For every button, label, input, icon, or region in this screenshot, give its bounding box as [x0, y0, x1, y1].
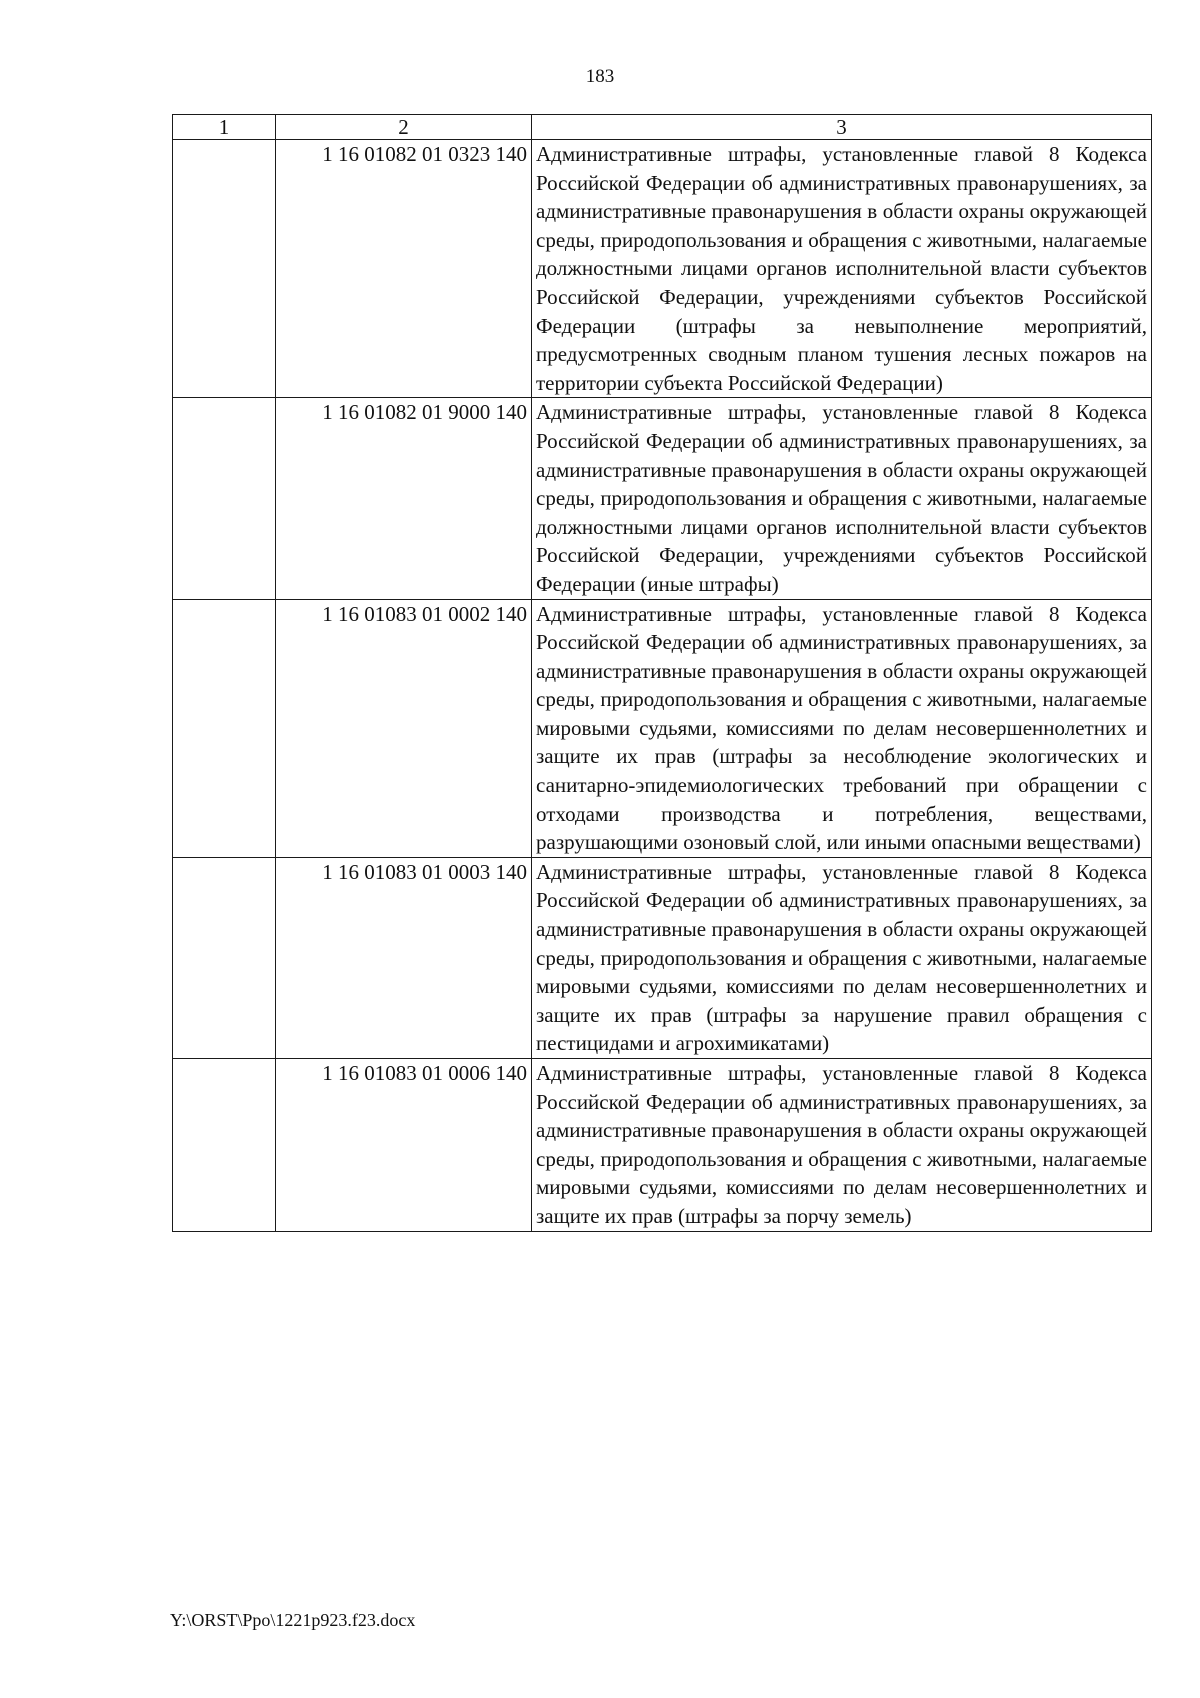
- table-row: [173, 599, 1152, 857]
- budget-code-cell: 1 16 01082 01 0323 140: [276, 140, 532, 398]
- budget-code-cell: 1 16 01083 01 0006 140: [276, 1059, 532, 1232]
- column-header-1: 1: [173, 115, 276, 140]
- table-row: [173, 398, 1152, 599]
- budget-code-cell: 1 16 01082 01 9000 140: [276, 398, 532, 599]
- table-row: [173, 1059, 1152, 1232]
- row-number-cell: [173, 599, 276, 857]
- row-number-cell: [173, 1059, 276, 1232]
- description-cell: Административные штрафы, установленные главой 8 Кодекса Российской Федерации об административных правонарушениях, за административные правонарушения в области охраны окружающей среды, природопользования и обращения с животными, налагаемые мировыми судьями, комиссиями по делам несовершеннолетних и защите их прав (штрафы за несоблюдение экологических и санитарно-эпидемиологических требований при обращении с отходами производства и потребления, веществами, разрушающими озоновый слой, или иными опасными веществами): [532, 599, 1152, 857]
- description-cell: Административные штрафы, установленные главой 8 Кодекса Российской Федерации об административных правонарушениях, за административные правонарушения в области охраны окружающей среды, природопользования и обращения с животными, налагаемые мировыми судьями, комиссиями по делам несовершеннолетних и защите их прав (штрафы за нарушение правил обращения с пестицидами и агрохимикатами): [532, 857, 1152, 1058]
- description-cell: Административные штрафы, установленные главой 8 Кодекса Российской Федерации об административных правонарушениях, за административные правонарушения в области охраны окружающей среды, природопользования и обращения с животными, налагаемые мировыми судьями, комиссиями по делам несовершеннолетних и защите их прав (штрафы за порчу земель): [532, 1059, 1152, 1232]
- page-number: 183: [585, 66, 615, 87]
- fines-table: [172, 114, 1152, 1232]
- document-file-path: Y:\ORST\Ppo\1221p923.f23.docx: [170, 1610, 416, 1630]
- budget-code-cell: 1 16 01083 01 0002 140: [276, 599, 532, 857]
- description-cell: Административные штрафы, установленные главой 8 Кодекса Российской Федерации об административных правонарушениях, за административные правонарушения в области охраны окружающей среды, природопользования и обращения с животными, налагаемые должностными лицами органов исполнительной власти субъектов Российской Федерации, учреждениями субъектов Российской Федерации (штрафы за невыполнение мероприятий, предусмотренных сводным планом тушения лесных пожаров на территории субъекта Российской Федерации): [532, 140, 1152, 398]
- row-number-cell: [173, 857, 276, 1058]
- row-number-cell: [173, 140, 276, 398]
- row-number-cell: [173, 398, 276, 599]
- table-row: [173, 857, 1152, 1058]
- table-header-row: [173, 115, 1152, 140]
- table-row: [173, 140, 1152, 398]
- column-header-2: 2: [276, 115, 532, 140]
- column-header-3: 3: [532, 115, 1152, 140]
- description-cell: Административные штрафы, установленные главой 8 Кодекса Российской Федерации об административных правонарушениях, за административные правонарушения в области охраны окружающей среды, природопользования и обращения с животными, налагаемые должностными лицами органов исполнительной власти субъектов Российской Федерации, учреждениями субъектов Российской Федерации (иные штрафы): [532, 398, 1152, 599]
- budget-code-cell: 1 16 01083 01 0003 140: [276, 857, 532, 1058]
